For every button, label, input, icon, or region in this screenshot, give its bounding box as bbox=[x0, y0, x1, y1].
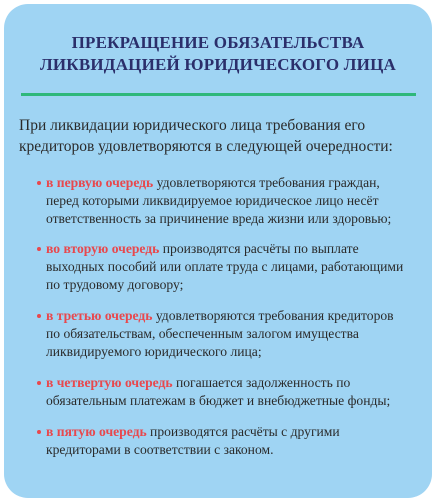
item-text: удовлетворяются требования граждан, bbox=[153, 175, 380, 190]
item-text: производятся расчёты с другими bbox=[146, 424, 340, 439]
title-line-2: ЛИКВИДАЦИЕЙ ЮРИДИЧЕСКОГО ЛИЦА bbox=[40, 55, 396, 74]
intro-paragraph bbox=[19, 115, 419, 157]
list-item-first bbox=[46, 174, 426, 228]
list-item-second bbox=[46, 240, 426, 294]
title-line-1: ПРЕКРАЩЕНИЕ ОБЯЗАТЕЛЬСТВА bbox=[71, 33, 365, 52]
priority-list bbox=[46, 174, 426, 471]
bullet-icon bbox=[37, 181, 41, 185]
item-text: по обязательствам, обеспеченным залогом имущества bbox=[46, 326, 359, 341]
title-divider bbox=[21, 93, 416, 96]
item-highlight: в первую очередь bbox=[46, 175, 154, 190]
intro-line-1: При ликвидации юридического лица требования его bbox=[19, 117, 366, 134]
item-highlight: в третью очередь bbox=[46, 308, 153, 323]
intro-line-2: кредиторов удовлетворяются в следующей очередности: bbox=[19, 138, 393, 155]
item-text: погашается задолженность по bbox=[172, 375, 351, 390]
item-text: ликвидируемого юридического лица; bbox=[46, 344, 262, 359]
item-text: кредиторами в соответствии с законом. bbox=[46, 442, 274, 457]
page-title bbox=[4, 32, 432, 76]
item-highlight: во вторую очередь bbox=[46, 241, 160, 256]
item-text: по трудовому договору; bbox=[46, 277, 184, 292]
item-text: выходных пособий или оплате труда с лицами, работающими bbox=[46, 259, 404, 274]
list-item-third bbox=[46, 307, 426, 361]
item-text: перед которыми ликвидируемое юридическое лицо несёт bbox=[46, 193, 379, 208]
bullet-icon bbox=[37, 430, 41, 434]
list-item-fifth bbox=[46, 423, 426, 459]
bullet-icon bbox=[37, 247, 41, 251]
info-card bbox=[4, 4, 432, 498]
bullet-icon bbox=[37, 381, 41, 385]
item-highlight: в четвертую очередь bbox=[46, 375, 173, 390]
item-highlight: в пятую очередь bbox=[46, 424, 147, 439]
item-text: обязательным платежам в бюджет и внебюджетные фонды; bbox=[46, 393, 391, 408]
item-text: ответственность за причинение вреда жизни или здоровью; bbox=[46, 211, 392, 226]
item-text: производятся расчёты по выплате bbox=[159, 241, 359, 256]
list-item-fourth bbox=[46, 374, 426, 410]
bullet-icon bbox=[37, 314, 41, 318]
item-text: удовлетворяются требования кредиторов bbox=[152, 308, 394, 323]
